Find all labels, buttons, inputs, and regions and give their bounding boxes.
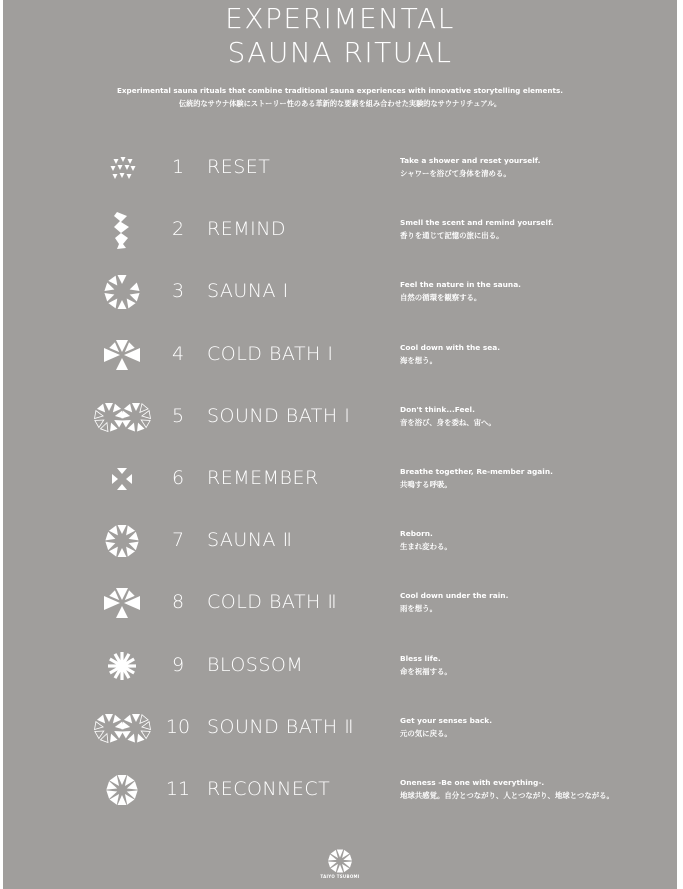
step-number: 5 [171, 404, 185, 427]
step-number: 3 [171, 280, 185, 303]
sun-circle-icon [81, 765, 163, 815]
step-name: RESET [207, 156, 271, 178]
brand-logo [320, 848, 360, 889]
step-description-japanese: 命を祝福する。 [400, 666, 452, 676]
step-number: 11 [165, 778, 191, 800]
open-circle-icon [81, 267, 163, 317]
step-description-english: Breathe together, Re-member again. [400, 467, 553, 476]
ritual-step [3, 578, 677, 628]
ritual-step [3, 143, 677, 193]
step-name: COLD BATH Ⅰ [207, 342, 334, 365]
subtitle-english: Experimental sauna rituals that combine traditional sauna experiences with innovative storytelling elements. [117, 86, 563, 95]
step-description-english: Feel the nature in the sauna. [400, 280, 521, 290]
ritual-step [3, 641, 677, 691]
bowtie-icon [81, 330, 163, 380]
step-name: BLOSSOM [207, 653, 304, 676]
step-number: 2 [171, 218, 185, 241]
step-description-japanese: シャワーを浴びて身体を清める。 [400, 169, 511, 178]
zigzag-icon [81, 205, 163, 255]
step-number: 1 [171, 156, 185, 178]
step-description-japanese: 元の気に戻る。 [400, 728, 452, 738]
step-description-japanese: 地球共感覚。自分とつながり、人とつながり、地球とつながる。 [400, 791, 614, 800]
step-description-japanese: 海を想う。 [400, 355, 437, 365]
step-description-japanese: 音を浴び、身を委ね、宙へ。 [400, 417, 496, 427]
step-number: 4 [171, 342, 185, 365]
step-name: REMEMBER [207, 467, 319, 489]
step-name: COLD BATH Ⅱ [207, 591, 338, 614]
ritual-step [3, 330, 677, 380]
step-number: 10 [165, 715, 191, 738]
step-description-japanese: 共鳴する呼吸。 [400, 480, 452, 489]
step-name: SAUNA Ⅱ [207, 529, 293, 552]
step-description-english: Oneness -Be one with everything-. [400, 778, 545, 787]
ritual-step [3, 765, 677, 815]
step-number: 6 [171, 467, 185, 489]
ritual-step [3, 703, 677, 753]
step-description-japanese: 自然の循環を観察する。 [400, 293, 482, 303]
sun-logo-icon [327, 848, 353, 874]
subtitle-japanese: 伝統的なサウナ体験にストーリー性のある革新的な要素を組み合わせた実験的なサウナリチュアル。 [178, 99, 502, 108]
closed-circle-icon [81, 516, 163, 566]
brand-name: TAIYO TSUBOMI [320, 874, 360, 879]
double-circle-icon [81, 703, 163, 753]
poster-title [3, 2, 677, 70]
step-description-english: Take a shower and reset yourself. [400, 156, 541, 165]
step-description-english: Don't think...Feel. [400, 404, 475, 414]
step-name: SOUND BATH Ⅰ [207, 404, 351, 427]
step-name: SOUND BATH Ⅱ [207, 715, 355, 738]
step-description-english: Cool down under the rain. [400, 591, 509, 601]
step-description-japanese: 生まれ変わる。 [400, 542, 452, 552]
step-number: 9 [171, 653, 185, 676]
step-description-english: Get your senses back. [400, 715, 492, 725]
step-number: 8 [171, 591, 185, 614]
step-description-english: Smell the scent and remind yourself. [400, 218, 554, 228]
ritual-step [3, 267, 677, 317]
poster [3, 0, 677, 889]
ritual-step [3, 516, 677, 566]
step-description-english: Reborn. [400, 529, 433, 539]
step-description-english: Bless life. [400, 653, 441, 663]
step-number: 7 [171, 529, 185, 552]
ritual-step [3, 454, 677, 504]
triangle-rain-icon [81, 143, 163, 193]
step-description-japanese: 雨を想う。 [400, 604, 437, 614]
step-name: REMIND [207, 218, 287, 241]
title-line-2: SAUNA RITUAL [227, 36, 453, 69]
bowtie-icon [81, 578, 163, 628]
ritual-step [3, 205, 677, 255]
title-line-1: EXPERIMENTAL [225, 2, 455, 35]
step-name: RECONNECT [207, 778, 331, 800]
pinwheel-icon [81, 454, 163, 504]
ritual-step [3, 392, 677, 442]
double-circle-icon [81, 392, 163, 442]
blossom-icon [81, 641, 163, 691]
step-name: SAUNA Ⅰ [207, 280, 289, 303]
step-description-japanese: 香りを通じて記憶の旅に出る。 [400, 231, 504, 241]
step-description-english: Cool down with the sea. [400, 342, 501, 352]
